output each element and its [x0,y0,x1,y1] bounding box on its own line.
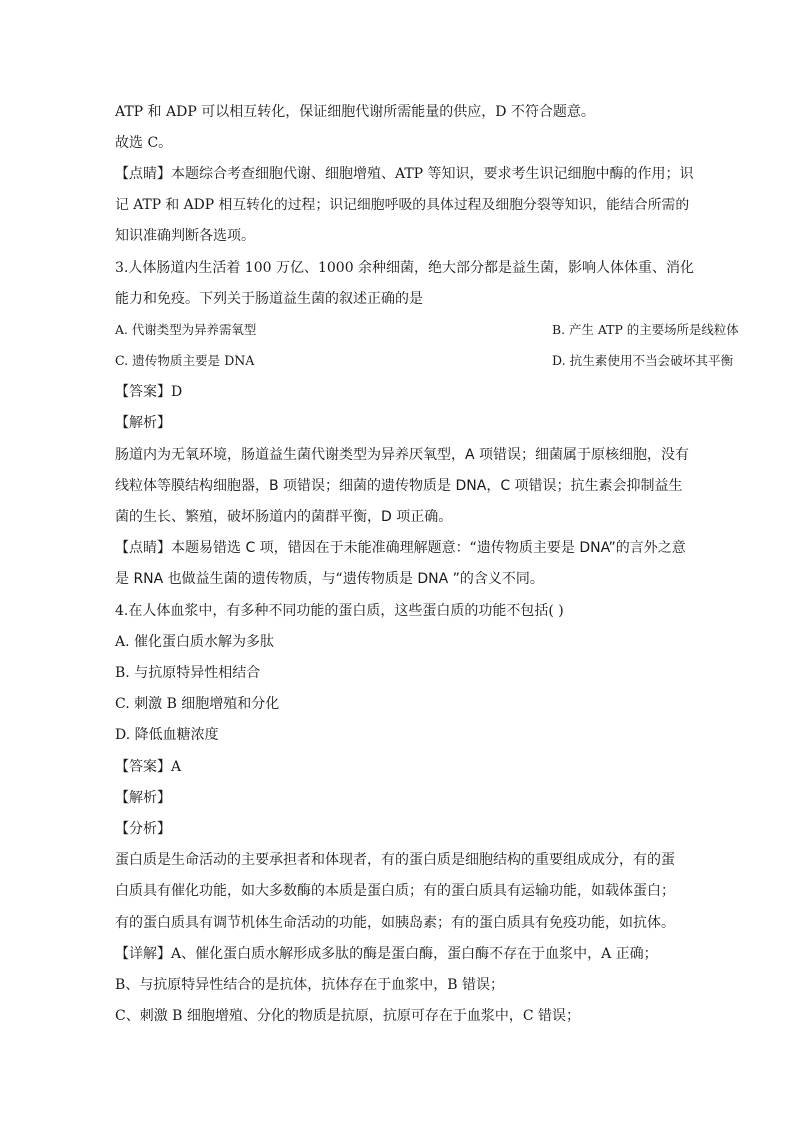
option-d: D. 降低血糖浓度 [115,727,219,743]
question-line: 4.在人体血浆中，有多种不同功能的蛋白质，这些蛋白质的功能不包括( ) [115,603,564,619]
text-line: 有的蛋白质具有调节机体生命活动的功能，如胰岛素；有的蛋白质具有免疫功能，如抗体。 [115,915,675,931]
analysis-heading: 【解析】 [115,790,171,806]
detail-line: C、刺激 B 细胞增殖、分化的物质是抗原，抗原可存在于血浆中，C 错误； [115,1008,581,1024]
note-line: 【点睛】本题综合考查细胞代谢、细胞增殖、ATP 等知识，要求考生识记细胞中酶的作用；识 [115,166,694,182]
text-line: 记 ATP 和 ADP 相互转化的过程；识记细胞呼吸的具体过程及细胞分裂等知识，能结合所需的 [115,197,690,213]
analysis-subheading: 【分析】 [115,821,171,837]
option-row [115,351,734,371]
text-line: 菌的生长、繁殖，破坏肠道内的菌群平衡，D 项正确。 [115,509,453,525]
detail-line: B、与抗原特异性结合的是抗体，抗体存在于血浆中，B 错误； [115,977,505,993]
text-line: 故选 C。 [115,135,173,151]
text-line: 线粒体等膜结构细胞器，B 项错误；细菌的遗传物质是 DNA，C 项错误；抗生素会抑制益生 [115,478,683,494]
option-b: B. 与抗原特异性相结合 [115,665,261,681]
detail-line: 【详解】A、催化蛋白质水解形成多肽的酶是蛋白酶，蛋白酶不存在于血浆中，A 正确； [115,946,658,962]
option-row [115,320,739,340]
question-line: 3.人体肠道内生活着 100 万亿、1000 余种细菌，绝大部分都是益生菌，影响人体体重、消化 [115,260,695,276]
question-line: 能力和免疫。下列关于肠道益生菌的叙述正确的是 [115,291,423,307]
analysis-heading: 【解析】 [115,415,171,431]
option-a: A. 催化蛋白质水解为多肽 [115,634,275,650]
text-line: 肠道内为无氧环境，肠道益生菌代谢类型为异养厌氧型，A 项错误；细菌属于原核细胞，没有 [115,447,690,463]
option-a: A. 代谢类型为异养需氧型 [115,322,257,337]
text-line: 是 RNA 也做益生菌的遗传物质，与“遗传物质是 DNA ”的含义不同。 [115,571,544,587]
note-line: 【点睛】本题易错选 C 项，错因在于未能准确理解题意：“遗传物质主要是 DNA”的言外之意 [115,540,686,556]
text-line: 蛋白质是生命活动的主要承担者和体现者，有的蛋白质是细胞结构的重要组成成分，有的蛋 [115,852,675,868]
answer-line: 【答案】A [115,759,182,775]
option-b: B. 产生 ATP 的主要场所是线粒体 [552,322,739,337]
text-line: 知识准确判断各选项。 [115,228,255,244]
option-d: D. 抗生素使用不当会破坏其平衡 [552,353,734,368]
option-c: C. 遗传物质主要是 DNA [115,353,255,368]
text-line: ATP 和 ADP 可以相互转化，保证细胞代谢所需能量的供应，D 不符合题意。 [115,104,595,120]
option-c: C. 刺激 B 细胞增殖和分化 [115,696,280,712]
text-line: 白质具有催化功能，如大多数酶的本质是蛋白质；有的蛋白质具有运输功能，如载体蛋白； [115,883,675,899]
answer-line: 【答案】D [115,384,183,400]
